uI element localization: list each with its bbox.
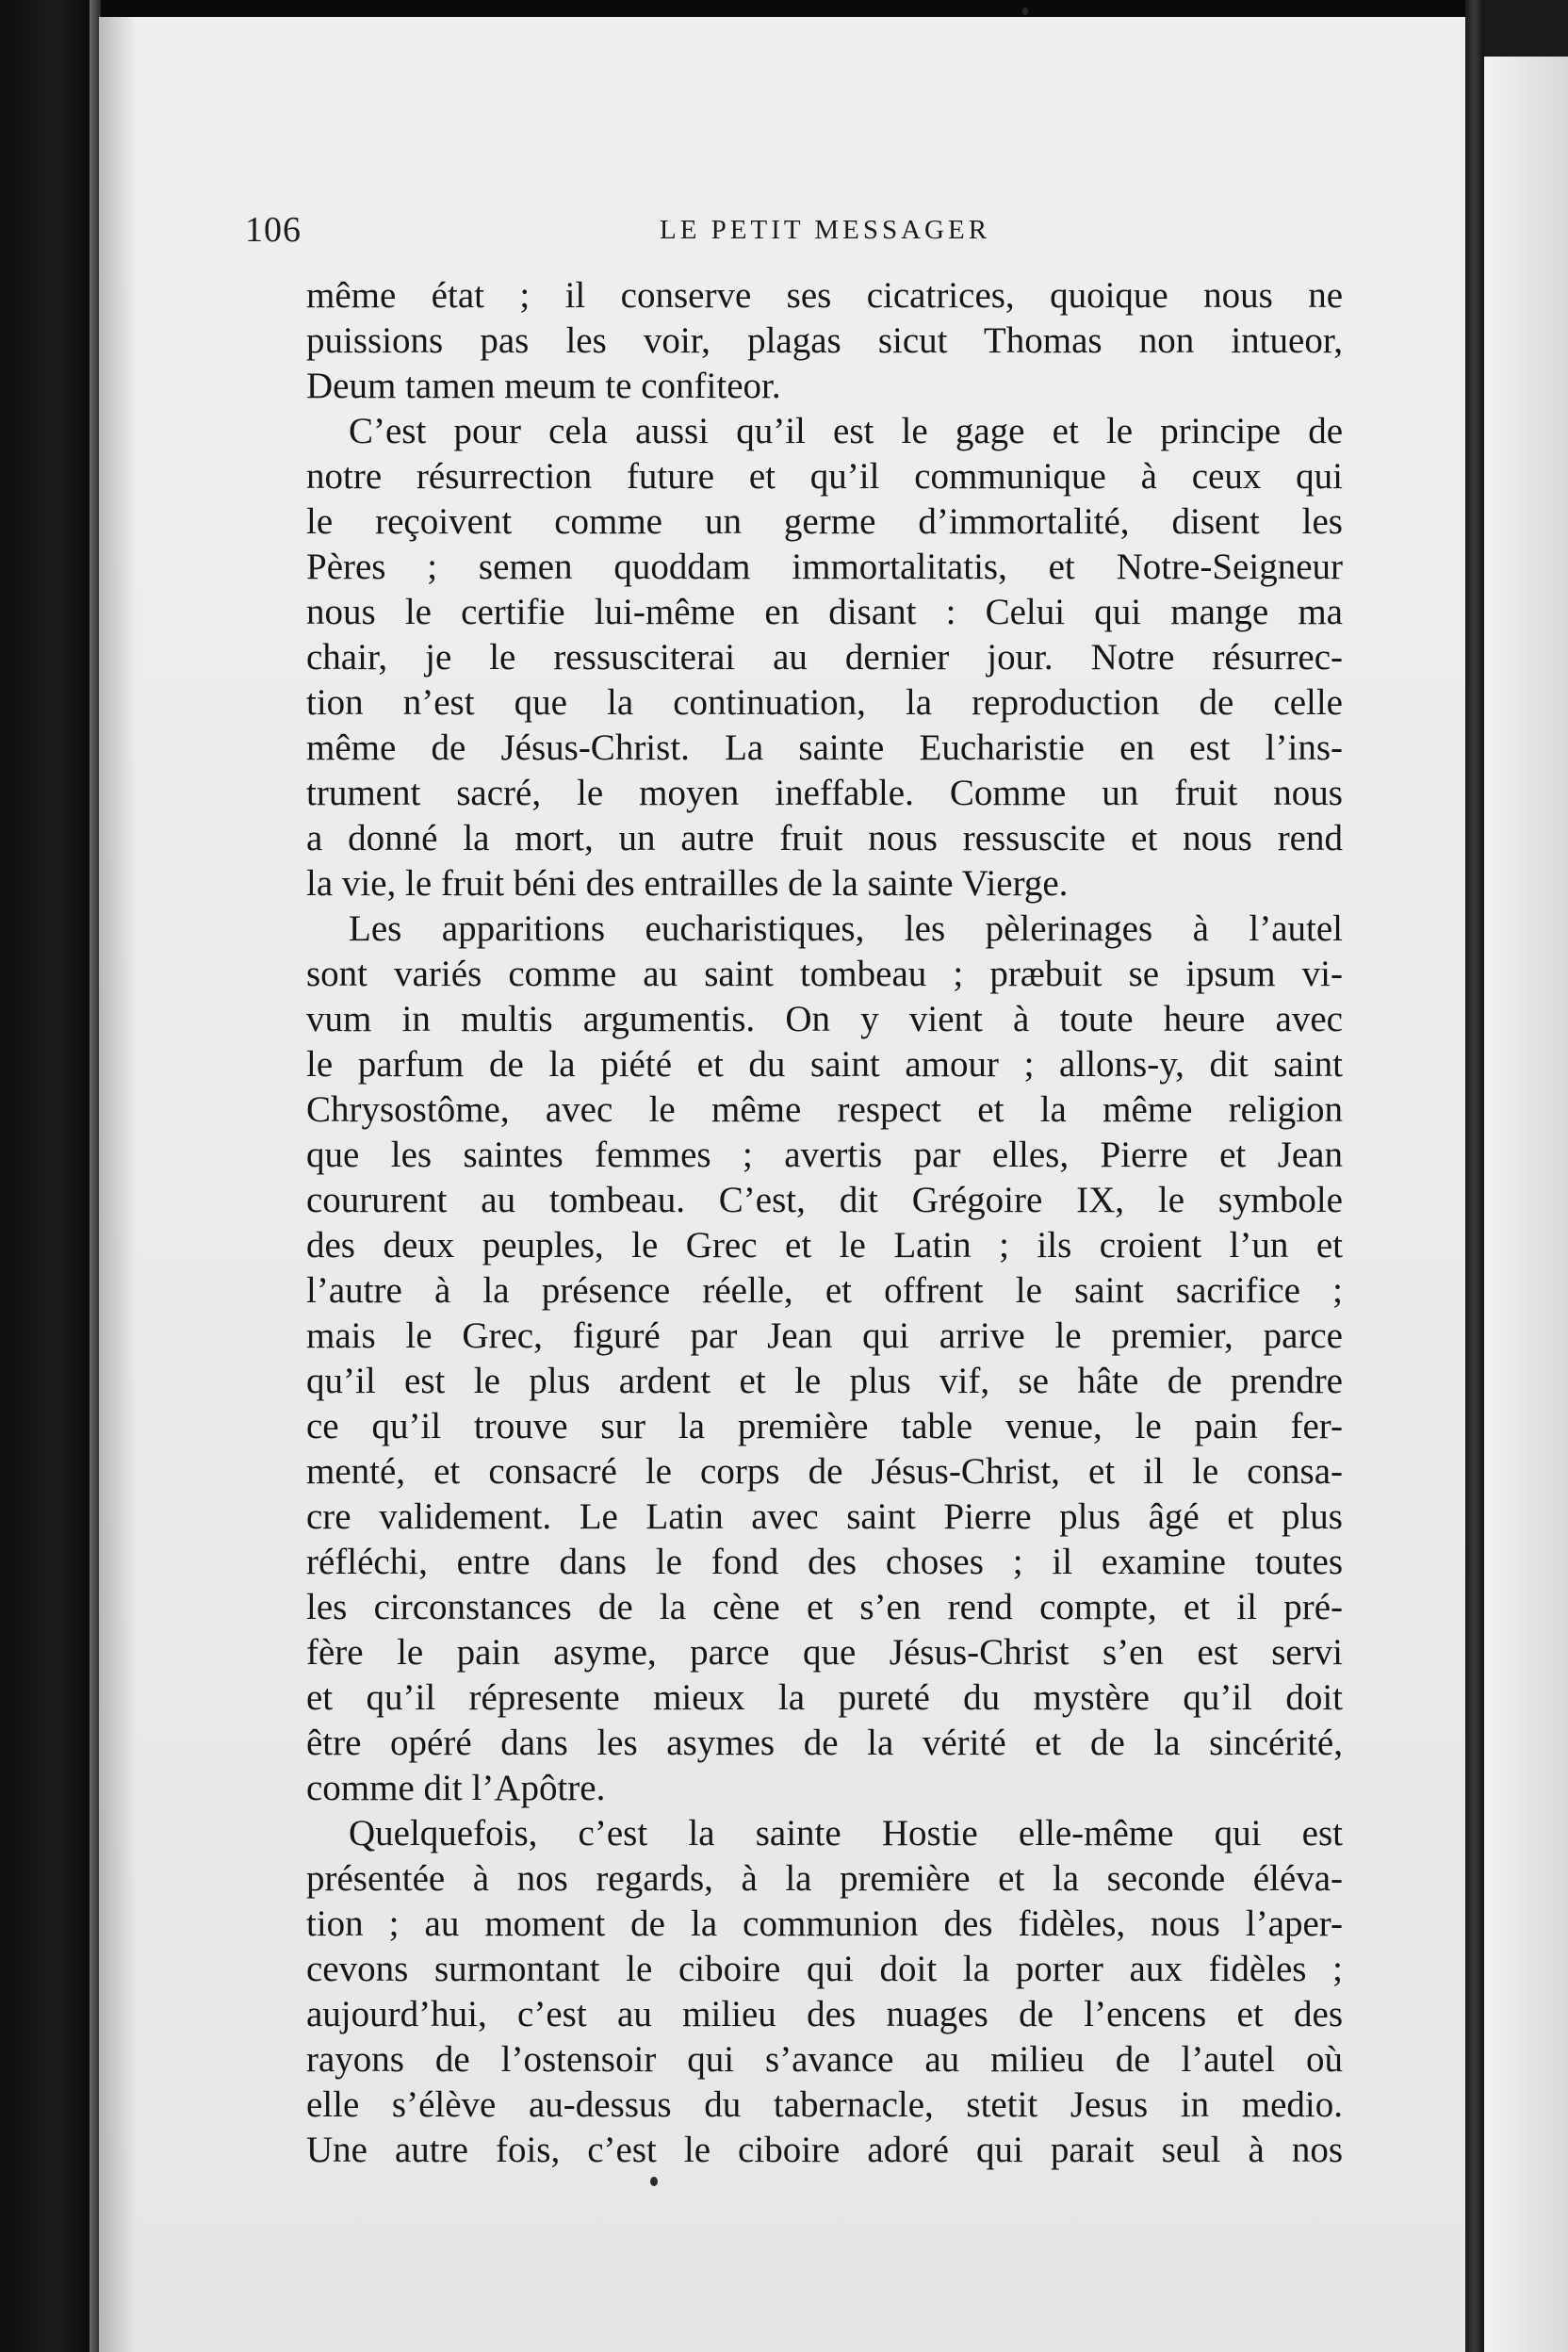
text-line: que les saintes femmes ; avertis par elles, Pierre et Jean (306, 1135, 1343, 1175)
ink-spot (1022, 8, 1028, 15)
text-line: C’est pour cela aussi qu’il est le gage et le principe de (349, 411, 1343, 451)
text-line: a donné la mort, un autre fruit nous ressuscite et nous rend (306, 818, 1343, 858)
text-line: Quelquefois, c’est la sainte Hostie elle-même qui est (349, 1813, 1343, 1854)
text-line: rayons de l’ostensoir qui s’avance au milieu de l’autel où (306, 2039, 1343, 2080)
text-line: fère le pain asyme, parce que Jésus-Christ s’en est servi (306, 1632, 1343, 1673)
text-line: même état ; il conserve ses cicatrices, quoique nous ne (306, 275, 1343, 316)
text-line: chair, je le ressusciterai au dernier jour. Notre résurrec- (306, 637, 1343, 678)
text-line: nous le certifie lui-même en disant : Celui qui mange ma (306, 592, 1343, 632)
text-line: aujourd’hui, c’est au milieu des nuages de l’encens et des (306, 1994, 1343, 2034)
text-line: tion ; au moment de la communion des fidèles, nous l’aper- (306, 1903, 1343, 1944)
text-line: le parfum de la piété et du saint amour ; allons-y, dit saint (306, 1044, 1343, 1085)
text-line: réfléchi, entre dans le fond des choses ; il examine toutes (306, 1542, 1343, 1582)
page-number: 106 (245, 210, 302, 250)
text-line: Deum tamen meum te confiteor. (306, 366, 781, 406)
text-line: vum in multis argumentis. On y vient à toute heure avec (306, 999, 1343, 1039)
ink-spot (650, 2177, 658, 2186)
text-line: Une autre fois, c’est le ciboire adoré qui parait seul à nos (306, 2130, 1343, 2170)
text-line: des deux peuples, le Grec et le Latin ; ils croient l’un et (306, 1225, 1343, 1266)
book-spine (1465, 0, 1484, 2352)
text-line: Pères ; semen quoddam immortalitatis, et Notre-Seigneur (306, 547, 1343, 587)
text-line: même de Jésus-Christ. La sainte Eucharistie en est l’ins- (306, 727, 1343, 768)
text-line: puissions pas les voir, plagas sicut Thomas non intueor, (306, 320, 1343, 361)
gutter-shadow (99, 17, 137, 2352)
body-text (306, 273, 1343, 2173)
text-line: ce qu’il trouve sur la première table venue, le pain fer- (306, 1406, 1343, 1446)
text-line: qu’il est le plus ardent et le plus vif, se hâte de prendre (306, 1361, 1343, 1401)
text-line: l’autre à la présence réelle, et offrent le saint sacrifice ; (306, 1270, 1343, 1311)
text-line: être opéré dans les asymes de la vérité et de la sincérité, (306, 1723, 1343, 1763)
page-header (245, 209, 1395, 256)
text-line: tion n’est que la continuation, la reproduction de celle (306, 682, 1343, 723)
text-line: Les apparitions eucharistiques, les pèlerinages à l’autel (349, 908, 1343, 949)
text-line: mais le Grec, figuré par Jean qui arrive le premier, parce (306, 1315, 1343, 1356)
text-line: le reçoivent comme un germe d’immortalité, disent les (306, 501, 1343, 542)
right-page-shadow (1484, 0, 1568, 57)
text-line: menté, et consacré le corps de Jésus-Christ, et il le consa- (306, 1451, 1343, 1492)
text-line: notre résurrection future et qu’il communique à ceux qui (306, 456, 1343, 497)
facing-page-edge (1484, 57, 1568, 2352)
text-line: comme dit l’Apôtre. (306, 1768, 606, 1808)
text-line: la vie, le fruit béni des entrailles de la sainte Vierge. (306, 863, 1069, 904)
running-title: LE PETIT MESSAGER (660, 215, 991, 245)
text-line: et qu’il répresente mieux la pureté du mystère qu’il doit (306, 1677, 1343, 1718)
text-line: elle s’élève au-dessus du tabernacle, stetit Jesus in medio. (306, 2084, 1343, 2125)
text-line: trument sacré, le moyen ineffable. Comme un fruit nous (306, 773, 1343, 813)
text-line: coururent au tombeau. C’est, dit Grégoire IX, le symbole (306, 1180, 1343, 1220)
text-line: cevons surmontant le ciboire qui doit la porter aux fidèles ; (306, 1949, 1343, 1989)
text-line: présentée à nos regards, à la première et la seconde éléva- (306, 1858, 1343, 1899)
text-line: cre validement. Le Latin avec saint Pierre plus âgé et plus (306, 1496, 1343, 1537)
text-line: les circonstances de la cène et s’en rend compte, et il pré- (306, 1587, 1343, 1627)
text-line: Chrysostôme, avec le même respect et la même religion (306, 1089, 1343, 1130)
text-line: sont variés comme au saint tombeau ; præbuit se ipsum vi- (306, 954, 1343, 994)
